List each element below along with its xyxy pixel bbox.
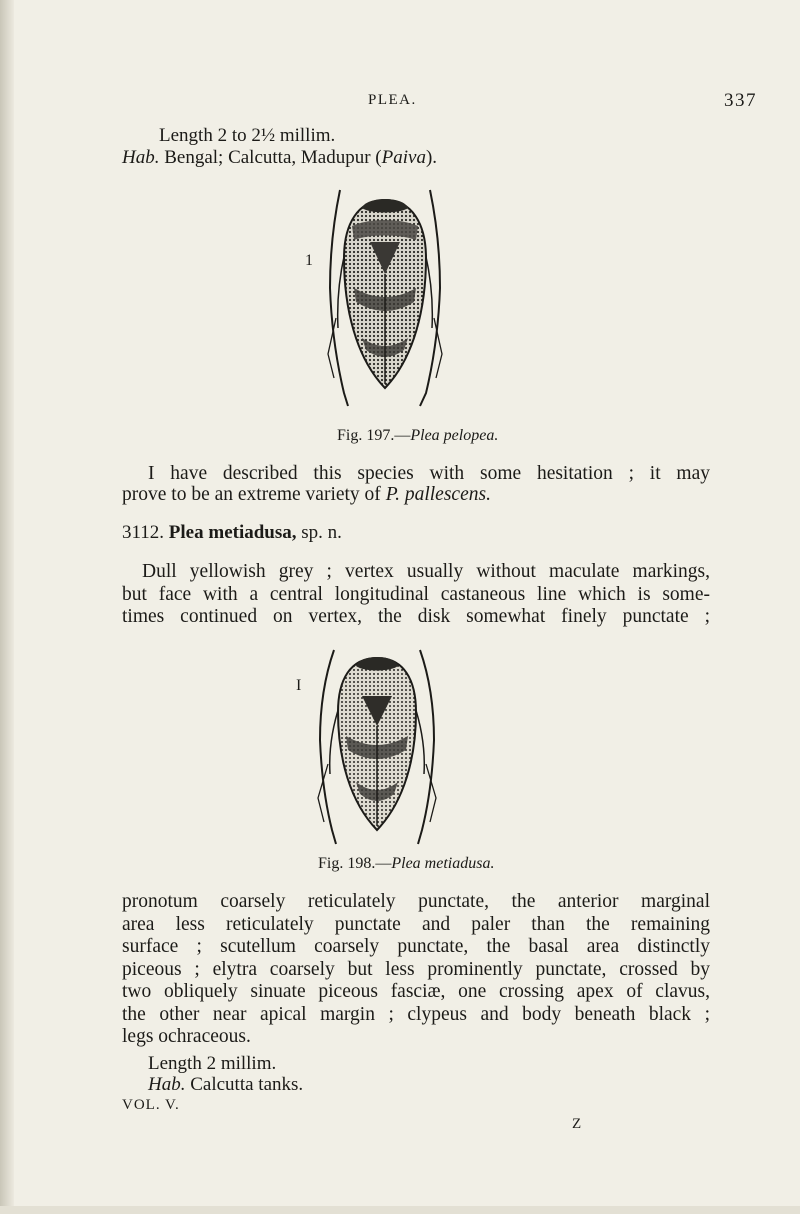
habitat-collector: Paiva xyxy=(381,147,426,168)
description-paragraph-2 xyxy=(122,891,710,1049)
remark-line-2-text: prove to be an extreme variety of xyxy=(122,484,386,505)
page-bottom-edge xyxy=(0,1206,800,1214)
running-head-title: PLEA. xyxy=(368,92,417,108)
description-line: times continued on vertex, the disk somewhat finely punctate ; xyxy=(122,606,710,627)
species-status: sp. n. xyxy=(296,522,342,543)
figure-197-caption-prefix: Fig. 197.— xyxy=(337,427,411,444)
remark-line: I have described this species with some hesitation ; it may xyxy=(148,463,710,484)
length-line-2: Length 2 millim. xyxy=(148,1053,277,1074)
figure-198-illustration xyxy=(292,640,462,855)
running-head xyxy=(0,92,800,112)
species-heading xyxy=(122,522,342,544)
figure-197-illustration xyxy=(300,178,470,418)
habitat-end: ). xyxy=(425,147,438,168)
habitat-text-2: Calcutta tanks. xyxy=(185,1074,304,1095)
remark-species: P. pallescens. xyxy=(385,484,491,505)
description-line: but face with a central longitudinal castaneous line which is some- xyxy=(122,583,710,605)
description-line: Dull yellowish grey ; vertex usually without maculate markings, xyxy=(142,561,710,582)
habitat-label-2: Hab. xyxy=(148,1074,186,1095)
species-name: Plea metiadusa, xyxy=(168,522,297,543)
figure-198-number: I xyxy=(296,677,302,694)
figure-198-caption-name: Plea metiadusa. xyxy=(391,855,495,872)
figure-198-caption-prefix: Fig. 198.— xyxy=(318,855,392,872)
species-number: 3112. xyxy=(122,522,165,543)
volume-signature: VOL. V. xyxy=(122,1097,180,1113)
length-line: Length 2 to 2½ millim. xyxy=(159,125,336,146)
figure-197-caption-name: Plea pelopea. xyxy=(410,427,499,444)
description-line: piceous ; elytra coarsely but less prominently punctate, crossed by xyxy=(122,958,710,980)
description-line: legs ochraceous. xyxy=(122,1026,251,1047)
remark-line-2 xyxy=(122,483,491,507)
description-line: area less reticulately punctate and paler than the remaining xyxy=(122,913,710,935)
description-line: the other near apical margin ; clypeus and body beneath black ; xyxy=(122,1003,710,1025)
page-number: 337 xyxy=(724,90,757,111)
description-paragraph-1 xyxy=(122,561,710,629)
habitat-label: Hab. xyxy=(122,147,160,168)
figure-197-caption xyxy=(337,427,498,445)
figure-198-caption xyxy=(318,855,494,873)
habitat-line xyxy=(122,146,437,170)
habitat-text: Bengal; Calcutta, Madupur ( xyxy=(159,147,382,168)
description-line: pronotum coarsely reticulately punctate, the anterior marginal xyxy=(122,891,710,912)
sheet-signature: Z xyxy=(572,1116,582,1132)
scan-edge xyxy=(0,0,14,1214)
figure-197-number: 1 xyxy=(305,252,313,269)
description-line: surface ; scutellum coarsely punctate, the basal area distinctly xyxy=(122,936,710,957)
description-line: two obliquely sinuate piceous fasciæ, one crossing apex of clavus, xyxy=(122,981,710,1002)
